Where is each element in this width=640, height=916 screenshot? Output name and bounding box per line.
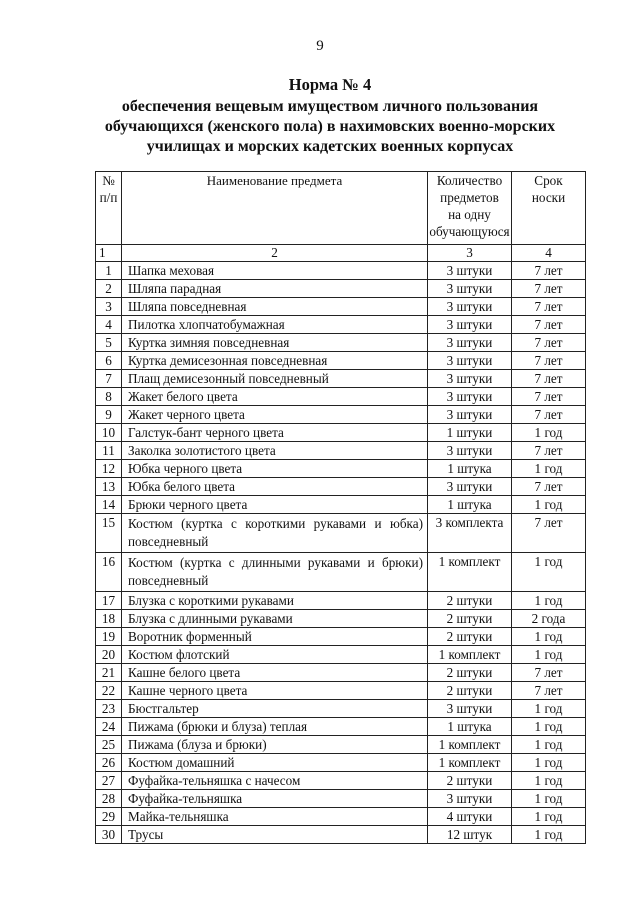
table-row bbox=[96, 553, 586, 592]
item-quantity: 3 штуки bbox=[428, 370, 512, 388]
row-number: 29 bbox=[96, 808, 122, 826]
item-name: Шляпа парадная bbox=[122, 280, 428, 298]
item-term: 1 год bbox=[512, 808, 586, 826]
item-quantity: 3 штуки bbox=[428, 478, 512, 496]
row-number: 10 bbox=[96, 424, 122, 442]
item-name: Шапка меховая bbox=[122, 262, 428, 280]
item-name: Кашне черного цвета bbox=[122, 682, 428, 700]
header-quantity-line-1: Количество bbox=[436, 173, 503, 188]
item-name: Заколка золотистого цвета bbox=[122, 442, 428, 460]
item-term: 7 лет bbox=[512, 298, 586, 316]
item-name: Блузка с короткими рукавами bbox=[122, 592, 428, 610]
item-quantity: 1 штука bbox=[428, 460, 512, 478]
item-quantity: 12 штук bbox=[428, 826, 512, 844]
item-quantity: 1 штука bbox=[428, 496, 512, 514]
item-quantity: 2 штуки bbox=[428, 592, 512, 610]
item-name: Юбка белого цвета bbox=[122, 478, 428, 496]
item-term: 7 лет bbox=[512, 352, 586, 370]
header-number bbox=[96, 172, 122, 245]
item-term: 7 лет bbox=[512, 682, 586, 700]
column-number-1: 1 bbox=[96, 245, 122, 262]
table-row bbox=[96, 280, 586, 298]
row-number: 12 bbox=[96, 460, 122, 478]
item-term: 1 год bbox=[512, 460, 586, 478]
item-name: Пилотка хлопчатобумажная bbox=[122, 316, 428, 334]
norm-subtitle-line-3: училищах и морских кадетских военных корпусах bbox=[146, 138, 514, 155]
row-number: 17 bbox=[96, 592, 122, 610]
item-name: Костюм (куртка с длинными рукавами и брюки) повседневный bbox=[122, 553, 428, 592]
item-name: Костюм (куртка с короткими рукавами и юбка) повседневный bbox=[122, 514, 428, 553]
header-number-line-2: п/п bbox=[99, 190, 118, 205]
item-term: 1 год bbox=[512, 790, 586, 808]
item-name: Брюки черного цвета bbox=[122, 496, 428, 514]
item-term: 7 лет bbox=[512, 262, 586, 280]
item-name: Костюм флотский bbox=[122, 646, 428, 664]
item-quantity: 1 штуки bbox=[428, 424, 512, 442]
row-number: 27 bbox=[96, 772, 122, 790]
row-number: 24 bbox=[96, 718, 122, 736]
header-number-line-1: № bbox=[102, 173, 115, 188]
item-name: Жакет черного цвета bbox=[122, 406, 428, 424]
table-row bbox=[96, 826, 586, 844]
row-number: 7 bbox=[96, 370, 122, 388]
table-row bbox=[96, 592, 586, 610]
item-term: 1 год bbox=[512, 553, 586, 592]
item-quantity: 3 штуки bbox=[428, 388, 512, 406]
item-name: Жакет белого цвета bbox=[122, 388, 428, 406]
item-term: 1 год bbox=[512, 646, 586, 664]
item-term: 1 год bbox=[512, 754, 586, 772]
row-number: 6 bbox=[96, 352, 122, 370]
header-quantity-line-3: на одну bbox=[448, 207, 491, 222]
header-term-line-2: носки bbox=[531, 190, 566, 205]
table-row bbox=[96, 808, 586, 826]
norm-table-body bbox=[96, 262, 586, 844]
norm-subtitle-line-2: обучающихся (женского пола) в нахимовских военно-морских bbox=[104, 118, 556, 135]
table-row bbox=[96, 406, 586, 424]
table-row bbox=[96, 718, 586, 736]
table-row bbox=[96, 460, 586, 478]
column-number-4: 4 bbox=[512, 245, 586, 262]
header-quantity bbox=[428, 172, 512, 245]
header-term bbox=[512, 172, 586, 245]
item-name: Пижама (брюки и блуза) теплая bbox=[122, 718, 428, 736]
item-term: 7 лет bbox=[512, 316, 586, 334]
item-name: Трусы bbox=[122, 826, 428, 844]
table-header-row bbox=[96, 172, 586, 245]
item-name: Пижама (блуза и брюки) bbox=[122, 736, 428, 754]
row-number: 21 bbox=[96, 664, 122, 682]
row-number: 25 bbox=[96, 736, 122, 754]
row-number: 8 bbox=[96, 388, 122, 406]
table-row bbox=[96, 262, 586, 280]
table-row bbox=[96, 646, 586, 664]
item-quantity: 3 штуки bbox=[428, 700, 512, 718]
table-row bbox=[96, 388, 586, 406]
item-quantity: 3 штуки bbox=[428, 334, 512, 352]
table-row bbox=[96, 628, 586, 646]
row-number: 14 bbox=[96, 496, 122, 514]
item-term: 7 лет bbox=[512, 514, 586, 553]
table-row bbox=[96, 700, 586, 718]
item-quantity: 2 штуки bbox=[428, 628, 512, 646]
table-row bbox=[96, 334, 586, 352]
item-term: 1 год bbox=[512, 628, 586, 646]
row-number: 9 bbox=[96, 406, 122, 424]
row-number: 1 bbox=[96, 262, 122, 280]
table-row bbox=[96, 682, 586, 700]
item-name: Кашне белого цвета bbox=[122, 664, 428, 682]
item-quantity: 3 штуки bbox=[428, 790, 512, 808]
item-term: 1 год bbox=[512, 700, 586, 718]
row-number: 2 bbox=[96, 280, 122, 298]
item-term: 7 лет bbox=[512, 442, 586, 460]
table-row bbox=[96, 610, 586, 628]
item-term: 7 лет bbox=[512, 280, 586, 298]
item-quantity: 2 штуки bbox=[428, 682, 512, 700]
item-term: 7 лет bbox=[512, 664, 586, 682]
item-name: Блузка с длинными рукавами bbox=[122, 610, 428, 628]
table-row bbox=[96, 790, 586, 808]
table-row bbox=[96, 316, 586, 334]
table-row bbox=[96, 496, 586, 514]
item-term: 7 лет bbox=[512, 388, 586, 406]
norm-subtitle-line-1: обеспечения вещевым имуществом личного пользования bbox=[121, 98, 539, 115]
header-term-line-1: Срок bbox=[534, 173, 563, 188]
row-number: 4 bbox=[96, 316, 122, 334]
row-number: 5 bbox=[96, 334, 122, 352]
row-number: 23 bbox=[96, 700, 122, 718]
item-name: Костюм домашний bbox=[122, 754, 428, 772]
item-quantity: 2 штуки bbox=[428, 610, 512, 628]
document-title bbox=[60, 75, 600, 157]
row-number: 16 bbox=[96, 553, 122, 592]
item-quantity: 1 комплект bbox=[428, 553, 512, 592]
header-quantity-line-2: предметов bbox=[440, 190, 499, 205]
item-term: 7 лет bbox=[512, 370, 586, 388]
item-name: Воротник форменный bbox=[122, 628, 428, 646]
item-quantity: 2 штуки bbox=[428, 772, 512, 790]
item-term: 1 год bbox=[512, 736, 586, 754]
item-term: 7 лет bbox=[512, 478, 586, 496]
row-number: 26 bbox=[96, 754, 122, 772]
item-term: 7 лет bbox=[512, 334, 586, 352]
table-row bbox=[96, 754, 586, 772]
item-quantity: 1 штука bbox=[428, 718, 512, 736]
item-term: 1 год bbox=[512, 772, 586, 790]
row-number: 18 bbox=[96, 610, 122, 628]
norm-table bbox=[95, 171, 586, 844]
row-number: 3 bbox=[96, 298, 122, 316]
item-name: Шляпа повседневная bbox=[122, 298, 428, 316]
row-number: 22 bbox=[96, 682, 122, 700]
norm-title: Норма № 4 bbox=[288, 75, 372, 94]
item-term: 1 год bbox=[512, 424, 586, 442]
table-row bbox=[96, 478, 586, 496]
table-row bbox=[96, 514, 586, 553]
column-number-3: 3 bbox=[428, 245, 512, 262]
table-row bbox=[96, 664, 586, 682]
row-number: 15 bbox=[96, 514, 122, 553]
table-row bbox=[96, 424, 586, 442]
header-item-name: Наименование предмета bbox=[122, 172, 428, 245]
item-name: Куртка зимняя повседневная bbox=[122, 334, 428, 352]
item-quantity: 3 комплекта bbox=[428, 514, 512, 553]
row-number: 19 bbox=[96, 628, 122, 646]
item-name: Фуфайка-тельняшка bbox=[122, 790, 428, 808]
item-quantity: 4 штуки bbox=[428, 808, 512, 826]
row-number: 13 bbox=[96, 478, 122, 496]
item-quantity: 3 штуки bbox=[428, 298, 512, 316]
item-term: 7 лет bbox=[512, 406, 586, 424]
header-quantity-line-4: обучающуюся bbox=[429, 224, 510, 239]
column-number-row bbox=[96, 245, 586, 262]
item-quantity: 3 штуки bbox=[428, 352, 512, 370]
item-name: Плащ демисезонный повседневный bbox=[122, 370, 428, 388]
item-name: Куртка демисезонная повседневная bbox=[122, 352, 428, 370]
table-row bbox=[96, 772, 586, 790]
table-row bbox=[96, 442, 586, 460]
item-quantity: 3 штуки bbox=[428, 262, 512, 280]
item-quantity: 1 комплект bbox=[428, 646, 512, 664]
item-quantity: 1 комплект bbox=[428, 754, 512, 772]
item-name: Бюстгальтер bbox=[122, 700, 428, 718]
item-quantity: 3 штуки bbox=[428, 280, 512, 298]
item-term: 1 год bbox=[512, 496, 586, 514]
item-name: Фуфайка-тельняшка с начесом bbox=[122, 772, 428, 790]
table-row bbox=[96, 370, 586, 388]
table-row bbox=[96, 736, 586, 754]
page-number: 9 bbox=[316, 38, 324, 54]
item-name: Майка-тельняшка bbox=[122, 808, 428, 826]
item-term: 2 года bbox=[512, 610, 586, 628]
item-term: 1 год bbox=[512, 718, 586, 736]
item-name: Юбка черного цвета bbox=[122, 460, 428, 478]
item-quantity: 3 штуки bbox=[428, 406, 512, 424]
table-row bbox=[96, 352, 586, 370]
row-number: 20 bbox=[96, 646, 122, 664]
item-term: 1 год bbox=[512, 826, 586, 844]
item-term: 1 год bbox=[512, 592, 586, 610]
item-quantity: 3 штуки bbox=[428, 316, 512, 334]
column-number-2: 2 bbox=[122, 245, 428, 262]
table-row bbox=[96, 298, 586, 316]
row-number: 28 bbox=[96, 790, 122, 808]
item-name: Галстук-бант черного цвета bbox=[122, 424, 428, 442]
item-quantity: 2 штуки bbox=[428, 664, 512, 682]
row-number: 30 bbox=[96, 826, 122, 844]
item-quantity: 1 комплект bbox=[428, 736, 512, 754]
row-number: 11 bbox=[96, 442, 122, 460]
item-quantity: 3 штуки bbox=[428, 442, 512, 460]
